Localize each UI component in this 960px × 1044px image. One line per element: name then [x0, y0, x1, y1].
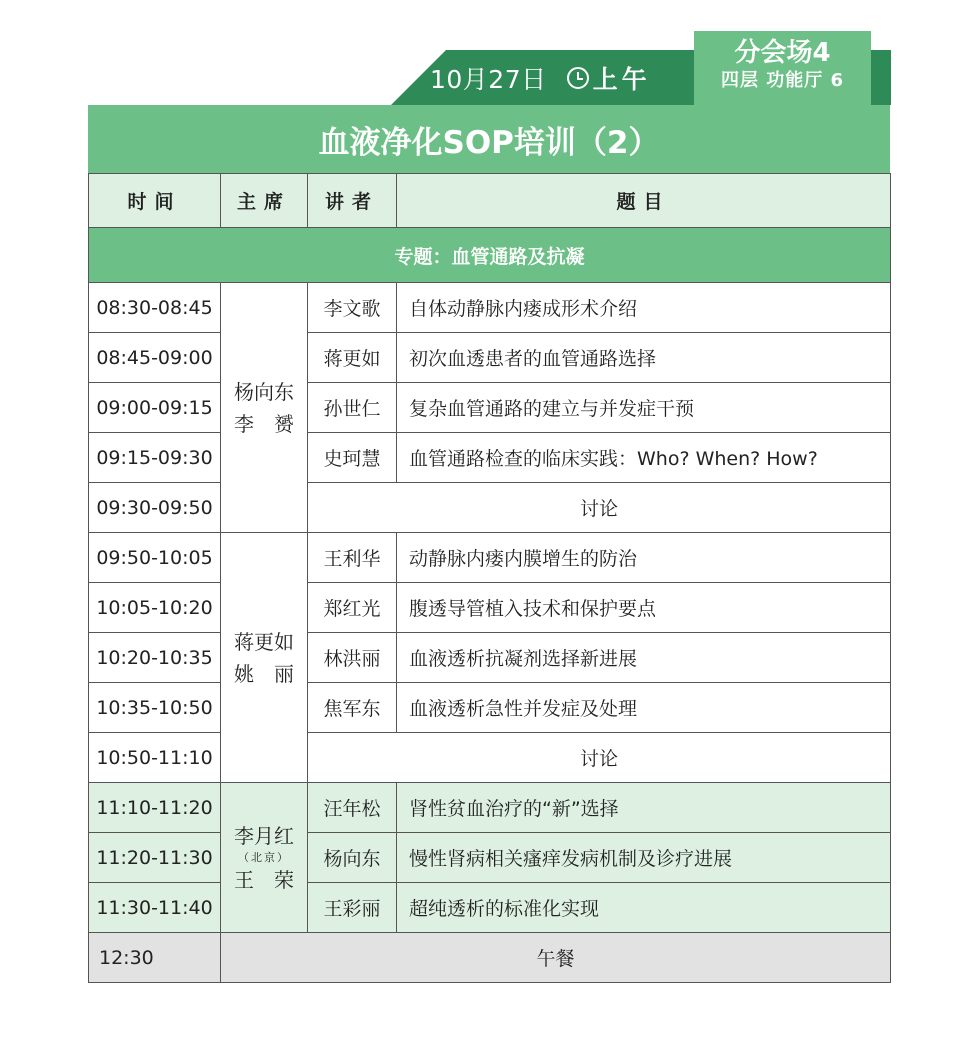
- session-period: 上午: [592, 65, 651, 94]
- time-cell: 10:50-11:10: [89, 733, 221, 783]
- schedule-row: [89, 383, 891, 433]
- chair-name: 李 赟: [234, 411, 294, 436]
- schedule-row: [89, 333, 891, 383]
- time-cell: 08:30-08:45: [89, 283, 221, 333]
- speaker-cell: 史珂慧: [308, 433, 397, 483]
- time-cell: 09:15-09:30: [89, 433, 221, 483]
- lunch-row: [89, 933, 891, 983]
- venue-name: 分会场4: [734, 38, 831, 68]
- speaker-cell: 王利华: [308, 533, 397, 583]
- chair-note: （北京）: [238, 850, 290, 864]
- schedule-row: [89, 783, 891, 833]
- topic-row: [89, 228, 891, 283]
- clock-icon: [567, 67, 589, 89]
- topic-cell: 慢性肾病相关瘙痒发病机制及诊疗进展: [397, 833, 891, 883]
- topic-cell: 初次血透患者的血管通路选择: [397, 333, 891, 383]
- speaker-cell: 林洪丽: [308, 633, 397, 683]
- time-cell: 09:30-09:50: [89, 483, 221, 533]
- schedule-row: [89, 883, 891, 933]
- topic-title: 专题：血管通路及抗凝: [89, 228, 891, 283]
- chair-name: 李月红: [234, 823, 294, 848]
- discussion-row: [89, 483, 891, 533]
- schedule-row: [89, 433, 891, 483]
- speaker-cell: 杨向东: [308, 833, 397, 883]
- topic-cell: 自体动静脉内瘘成形术介绍: [397, 283, 891, 333]
- session-title: 血液净化SOP培训（2）: [88, 105, 890, 173]
- speaker-cell: 蒋更如: [308, 333, 397, 383]
- header-time: 时间: [89, 174, 221, 228]
- time-cell: 09:00-09:15: [89, 383, 221, 433]
- lunch-label: 午餐: [221, 933, 891, 983]
- topic-cell: 肾性贫血治疗的“新”选择: [397, 783, 891, 833]
- schedule-row: [89, 583, 891, 633]
- schedule-row: [89, 633, 891, 683]
- speaker-cell: 王彩丽: [308, 883, 397, 933]
- venue-tab-shadow: [871, 50, 889, 105]
- discussion-row: [89, 733, 891, 783]
- time-cell: 10:35-10:50: [89, 683, 221, 733]
- time-cell: 11:10-11:20: [89, 783, 221, 833]
- time-cell: 11:30-11:40: [89, 883, 221, 933]
- time-cell: 10:05-10:20: [89, 583, 221, 633]
- topic-cell: 动静脉内瘘内膜增生的防治: [397, 533, 891, 583]
- speaker-cell: 孙世仁: [308, 383, 397, 433]
- header-speaker: 讲者: [308, 174, 397, 228]
- schedule-row: [89, 683, 891, 733]
- time-cell: 08:45-09:00: [89, 333, 221, 383]
- topic-cell: 腹透导管植入技术和保护要点: [397, 583, 891, 633]
- chair-name: 姚 丽: [234, 661, 294, 686]
- chair-cell: [221, 783, 308, 933]
- speaker-cell: 郑红光: [308, 583, 397, 633]
- time-cell: 11:20-11:30: [89, 833, 221, 883]
- topic-cell: 血管通路检查的临床实践：Who? When? How?: [397, 433, 891, 483]
- schedule-row: [89, 283, 891, 333]
- topic-cell: 超纯透析的标准化实现: [397, 883, 891, 933]
- schedule-table: [88, 173, 891, 983]
- chair-cell: [221, 283, 308, 533]
- discussion-cell: 讨论: [308, 483, 891, 533]
- session-date: 10月27日: [430, 65, 547, 94]
- chair-name: 王 荣: [234, 867, 294, 892]
- discussion-cell: 讨论: [308, 733, 891, 783]
- time-cell: 10:20-10:35: [89, 633, 221, 683]
- header-topic: 题目: [397, 174, 891, 228]
- date-time-area: [430, 58, 651, 98]
- chair-name: 蒋更如: [234, 629, 294, 654]
- time-cell: 09:50-10:05: [89, 533, 221, 583]
- chair-cell: [221, 533, 308, 783]
- topic-cell: 复杂血管通路的建立与并发症干预: [397, 383, 891, 433]
- topic-cell: 血液透析抗凝剂选择新进展: [397, 633, 891, 683]
- chair-name: 杨向东: [234, 379, 294, 404]
- lunch-time: 12:30: [89, 933, 221, 983]
- header-chair: 主席: [221, 174, 308, 228]
- schedule-row: [89, 833, 891, 883]
- speaker-cell: 李文歌: [308, 283, 397, 333]
- speaker-cell: 焦军东: [308, 683, 397, 733]
- header-row: [89, 174, 891, 228]
- topic-cell: 血液透析急性并发症及处理: [397, 683, 891, 733]
- schedule-row: [89, 533, 891, 583]
- venue-room: 四层 功能厅 6: [720, 70, 845, 91]
- speaker-cell: 汪年松: [308, 783, 397, 833]
- venue-tab: [694, 31, 871, 105]
